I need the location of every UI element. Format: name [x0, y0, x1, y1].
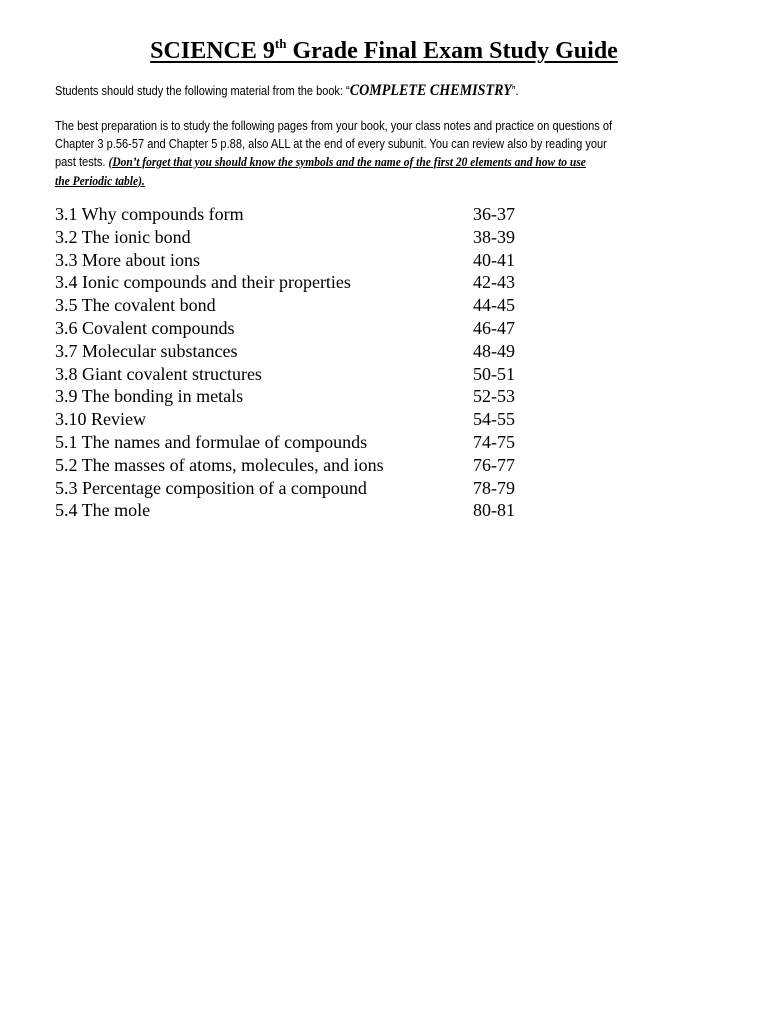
- prep-line-4-emphasis: the Periodic table).: [55, 172, 145, 188]
- page-range: 80-81: [473, 500, 515, 521]
- prep-line-1: The best preparation is to study the following pages from your book, your class notes and practice on questions of: [55, 119, 613, 133]
- page-range: 42-43: [473, 272, 515, 293]
- list-item: [55, 385, 535, 408]
- list-item: [55, 317, 535, 340]
- intro-end: ”.: [511, 84, 519, 98]
- topic-label: 5.3 Percentage composition of a compound: [55, 477, 367, 498]
- page-range: 74-75: [473, 431, 515, 452]
- topic-label: 3.4 Ionic compounds and their properties: [55, 272, 351, 293]
- page-range: 46-47: [473, 317, 515, 338]
- page-range: 76-77: [473, 454, 515, 475]
- page-range: 54-55: [473, 409, 515, 430]
- topic-label: 3.7 Molecular substances: [55, 340, 238, 361]
- page-range: 78-79: [473, 477, 515, 498]
- list-item: [55, 340, 535, 363]
- topic-label: 3.6 Covalent compounds: [55, 317, 235, 338]
- intro-paragraph: [55, 82, 636, 100]
- list-item: [55, 271, 535, 294]
- topic-label: 3.9 The bonding in metals: [55, 386, 244, 407]
- list-item: [55, 363, 535, 386]
- topic-label: 3.1 Why compounds form: [55, 204, 244, 224]
- page-range: 48-49: [473, 340, 515, 361]
- prep-line-3-plain: past tests.: [55, 155, 109, 169]
- page-range: 44-45: [473, 295, 515, 316]
- preparation-paragraph: [55, 118, 710, 190]
- list-item: [55, 454, 535, 477]
- book-title: COMPLETE CHEMISTRY: [349, 82, 512, 99]
- topic-label: 3.5 The covalent bond: [55, 295, 216, 316]
- topic-label: 3.8 Giant covalent structures: [55, 363, 262, 384]
- title-superscript: th: [274, 36, 287, 51]
- list-item: [55, 499, 535, 522]
- page-range: 50-51: [473, 363, 515, 384]
- title-text: [150, 38, 618, 64]
- prep-line-3: [55, 153, 710, 172]
- intro-text: Students should study the following material from the book: “: [55, 84, 350, 98]
- topic-label: 3.3 More about ions: [55, 249, 200, 270]
- page-range: 38-39: [473, 226, 515, 247]
- page-title: [0, 36, 768, 66]
- topic-label: 5.2 The masses of atoms, molecules, and ions: [55, 454, 384, 475]
- topic-page-list: [55, 203, 535, 522]
- list-item: [55, 408, 535, 431]
- prep-line-4: [55, 172, 710, 191]
- page-range: 40-41: [473, 249, 515, 270]
- topic-label: 3.2 The ionic bond: [55, 226, 191, 247]
- title-suffix: Grade Final Exam Study Guide: [286, 38, 618, 64]
- list-item: [55, 226, 535, 249]
- list-item: [55, 431, 535, 454]
- prep-line-3-emphasis: (Don’t forget that you should know the symbols and the name of the first 20 elements and how to use: [108, 154, 586, 169]
- title-prefix: SCIENCE 9: [150, 38, 275, 64]
- page-range: 52-53: [473, 386, 515, 407]
- list-item: [55, 249, 535, 272]
- page-range: 36-37: [473, 204, 515, 224]
- topic-label: 5.1 The names and formulae of compounds: [55, 431, 368, 452]
- topic-label: 3.10 Review: [55, 409, 146, 430]
- list-item: [55, 203, 535, 226]
- list-item: [55, 477, 535, 500]
- topic-label: 5.4 The mole: [55, 500, 151, 521]
- prep-line-2: Chapter 3 p.56-57 and Chapter 5 p.88, also ALL at the end of every subunit. You can review also by reading your: [55, 136, 607, 151]
- list-item: [55, 294, 535, 317]
